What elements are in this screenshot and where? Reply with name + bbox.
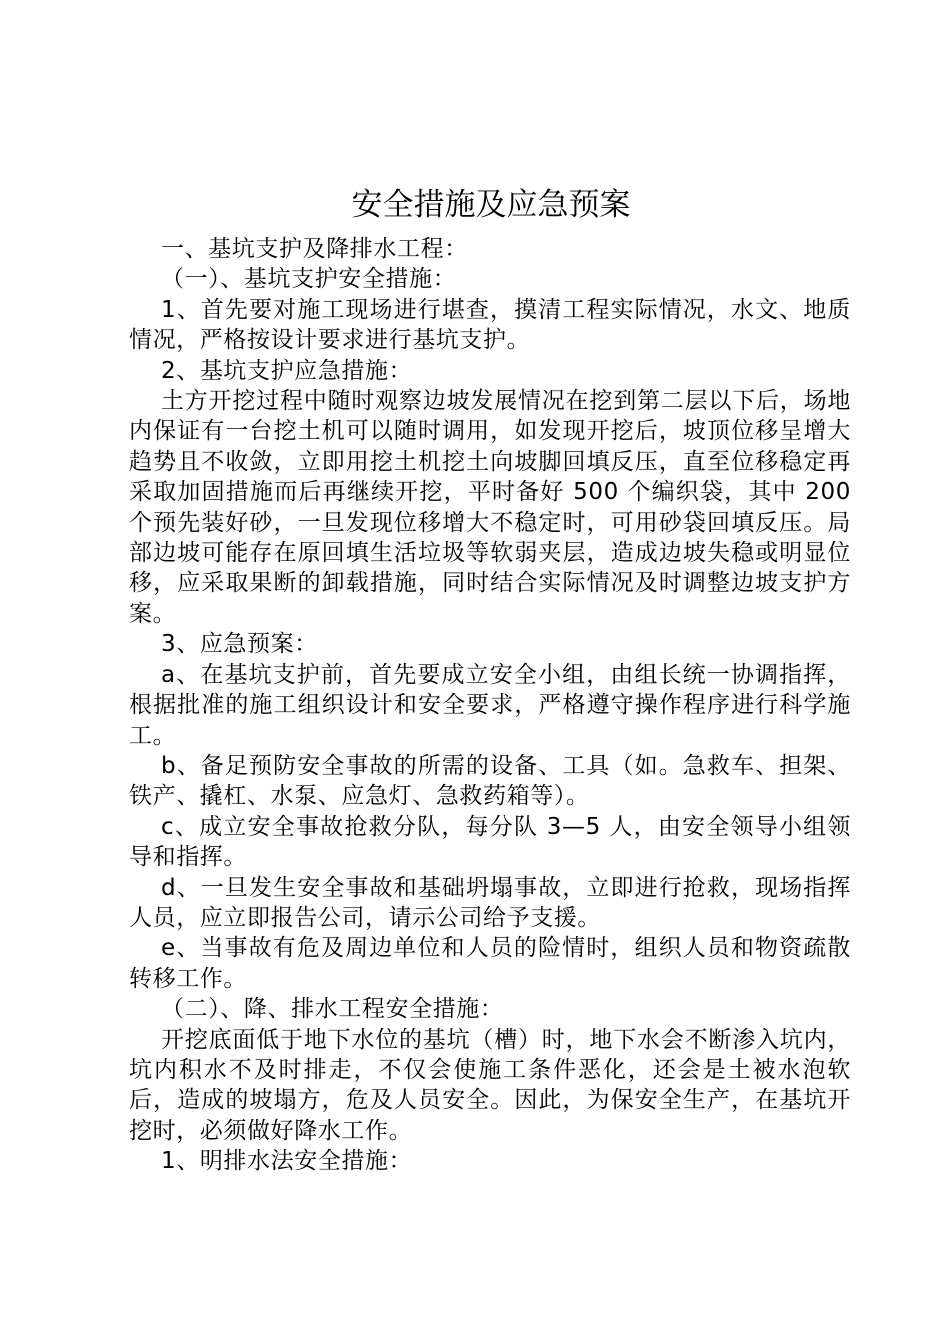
list-item-b: b、备足预防安全事故的所需的设备、工具（如。急救车、担架、铁产、撬杠、水泵、应急灯、急救药箱等）。 — [129, 752, 851, 810]
heading-subsection-2: （二）、降、排水工程安全措施： — [161, 996, 504, 1023]
heading-emergency-measures: 2、基坑支护应急措施： — [161, 357, 413, 384]
document-page — [129, 180, 851, 1177]
heading-emergency-plan: 3、应急预案： — [161, 631, 318, 658]
heading-open-drainage: 1、明排水法安全措施： — [161, 1148, 413, 1175]
list-item-e: e、当事故有危及周边单位和人员的险情时，组织人员和物资疏散转移工作。 — [129, 935, 851, 992]
list-item-c: c、成立安全事故抢救分队，每分队 3—5 人，由安全领导小组领导和指挥。 — [129, 813, 851, 871]
list-item-a: a、在基坑支护前，首先要成立安全小组，由组长统一协调指挥，根据批准的施工组织设计和安全要求，严格遵守操作程序进行科学施工。 — [129, 661, 851, 749]
paragraph-earthwork: 土方开挖过程中随时观察边坡发展情况在挖到第二层以下后，场地内保证有一台挖土机可以随时调用，如发现开挖后，坡顶位移呈增大趋势且不收敛，立即用挖土机挖土向坡脚回填反压，直至位移稳定再采取加固措施而后再继续开挖，平时备好 500 个编织袋，其中 200 个预先装好砂，一旦发现位移增大不稳定时，可用砂袋回填反压。局部边坡可能存在原回填生活垃圾等软弱夹层，造成边坡失稳或明显位移，应采取果断的卸载措施，同时结合实际情况及时调整边坡支护方案。 — [129, 388, 851, 627]
heading-subsection-1: （一）、基坑支护安全措施： — [161, 266, 457, 293]
paragraph-dewatering: 开挖底面低于地下水位的基坑（槽）时，地下水会不断渗入坑内，坑内积水不及时排走，不仅会使施工条件恶化，还会是土被水泡软后，造成的坡塌方，危及人员安全。因此，为保安全生产，在基坑开挖时，必须做好降水工作。 — [129, 1026, 851, 1144]
paragraph-survey: 1、首先要对施工现场进行堪查，摸清工程实际情况，水文、地质情况，严格按设计要求进行基坑支护。 — [129, 296, 851, 354]
document-title: 安全措施及应急预案 — [351, 187, 631, 223]
list-item-d: d、一旦发生安全事故和基础坍塌事故，立即进行抢救，现场指挥人员，应立即报告公司，请示公司给予支援。 — [129, 874, 851, 931]
heading-section-1: 一、基坑支护及降排水工程： — [161, 236, 468, 262]
